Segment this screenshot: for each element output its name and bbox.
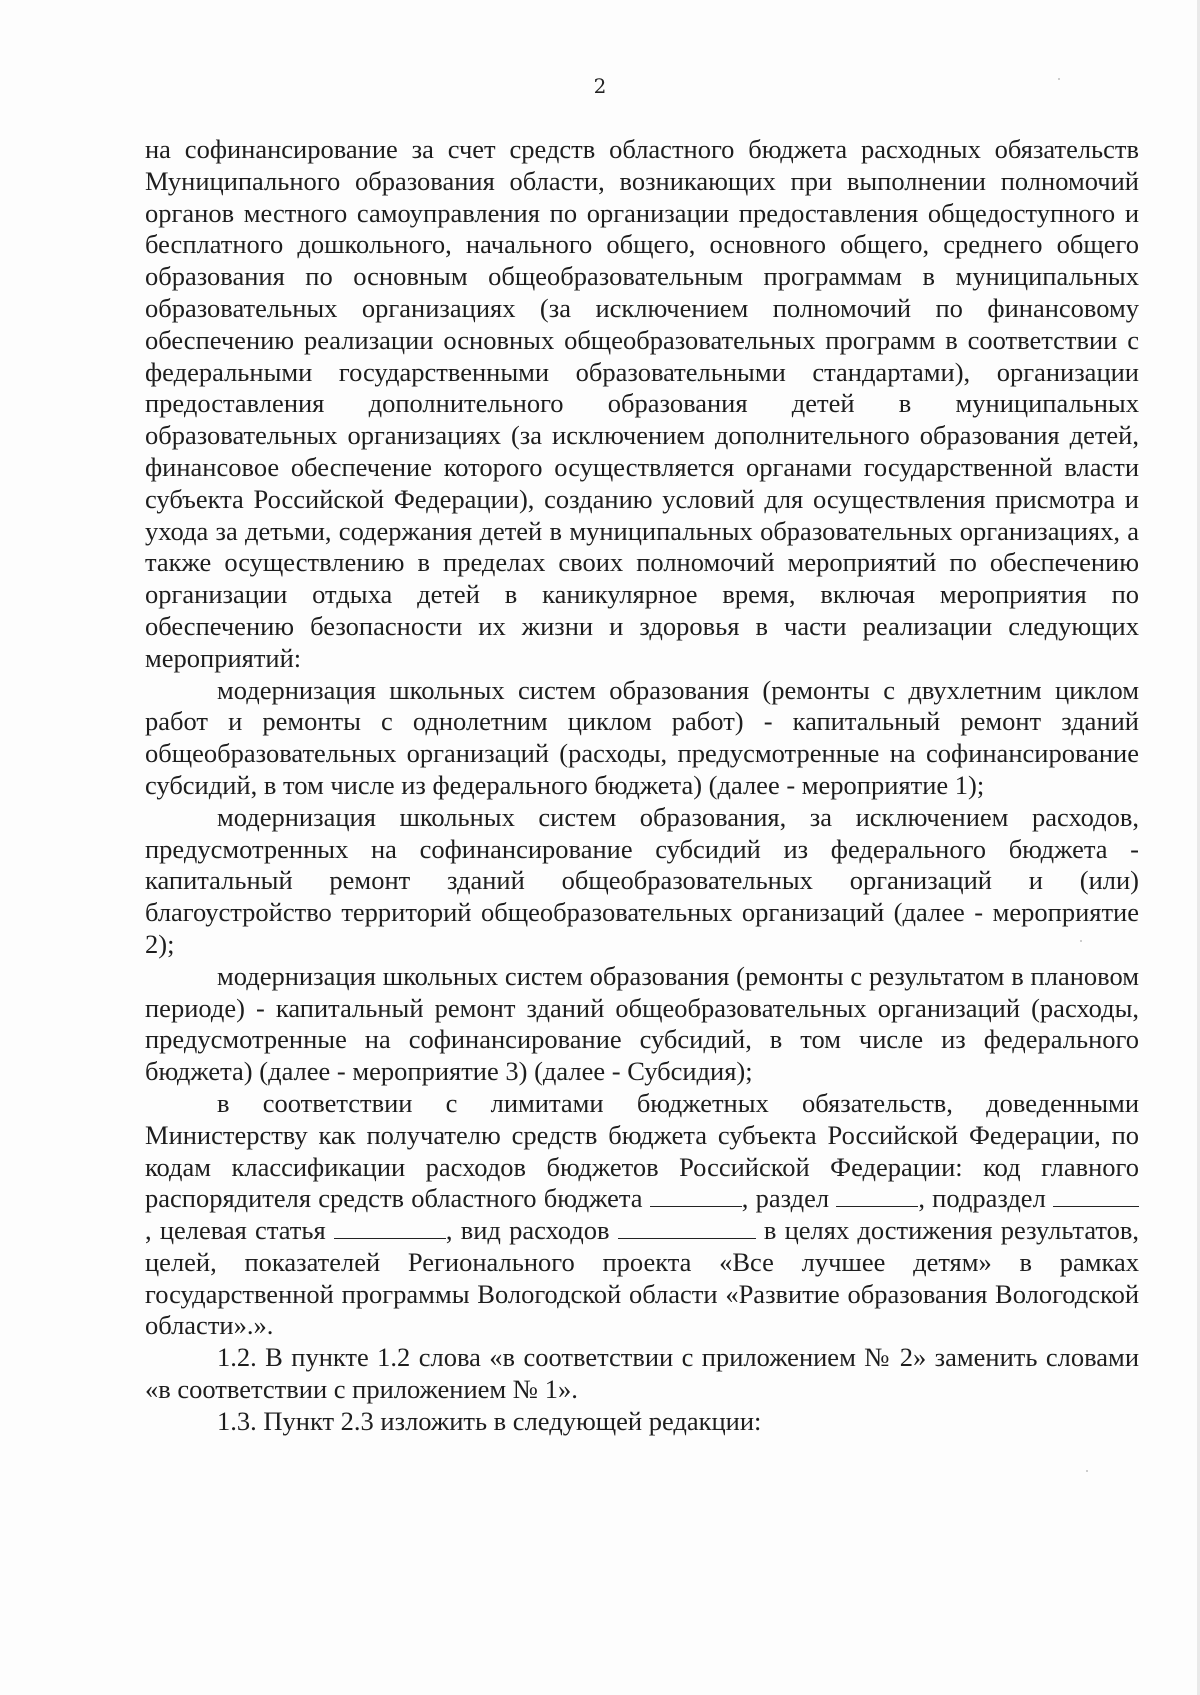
paragraph-measure-3: модернизация школьных систем образования (ремонты с результатом в плановом периоде) - капитальный ремонт зданий общеобразовательных организаций (расходы, предусмотренные на софинансирование субсидий, в том числе из федерального бюджета) (далее - мероприятие 3) (далее - Субсидия);	[145, 960, 1139, 1087]
budget-text-c: , подраздел	[918, 1183, 1046, 1214]
blank-field-subsection	[1053, 1184, 1139, 1207]
budget-text-a: в соответствии с лимитами бюджетных обязательств, доведенными Министерству как получателю средств бюджета субъекта Российской Федерации, по кодам классификации расходов бюджетов Российской Федерации: код главного распорядителя средств областного бюджета	[145, 1087, 1139, 1214]
page-number: 2	[593, 74, 607, 98]
budget-text-f: в целях достижения результатов, целей, показателей Регионального проекта «Все лучшее детям» в рамках государственной программы Вологодской области «Развитие образования Вологодской области».».	[145, 1215, 1140, 1341]
blank-field-section	[836, 1184, 918, 1207]
blank-field-expense-type	[618, 1216, 756, 1239]
scan-speck	[1080, 940, 1082, 942]
paragraph-budget-codes	[145, 1088, 1139, 1342]
paragraph-measure-2: модернизация школьных систем образования, за исключением расходов, предусмотренных на софинансирование субсидий из федерального бюджета - капитальный ремонт зданий общеобразовательных организаций и (или) благоустройство территорий общеобразовательных организаций (далее - мероприятие 2);	[145, 801, 1139, 959]
scan-speck	[1058, 78, 1060, 80]
budget-text-d: , целевая статья	[145, 1215, 326, 1246]
budget-text-e: , вид расходов	[445, 1215, 610, 1246]
paragraph-measure-1: модернизация школьных систем образования (ремонты с двухлетним циклом работ и ремонты с однолетним циклом работ) - капитальный ремонт зданий общеобразовательных организаций (расходы, предусмотренные на софинансирование субсидий, в том числе из федерального бюджета) (далее - мероприятие 1);	[145, 674, 1139, 800]
blank-field-gr-code	[650, 1184, 742, 1207]
paragraph-intro: на софинансирование за счет средств областного бюджета расходных обязательств Муниципального образования области, возникающих при выполнении полномочий органов местного самоуправления по организации предоставления общедоступного и бесплатного дошкольного, начального общего, основного общего, среднего общего образования по основным общеобразовательным программам в муниципальных образовательных организациях (за исключением полномочий по финансовому обеспечению реализации основных общеобразовательных программ в соответствии с федеральными государственными образовательными стандартами), организации предоставления дополнительного образования детей в муниципальных образовательных организациях (за исключением дополнительного образования детей, финансовое обеспечение которого осуществляется органами государственной власти субъекта Российской Федерации), созданию условий для осуществления присмотра и ухода за детьми, содержания детей в муниципальных образовательных организациях, а также осуществлению в пределах своих полномочий мероприятий по обеспечению организации отдыха детей в каникулярное время, включая мероприятия по обеспечению безопасности их жизни и здоровья в части реализации следующих мероприятий:	[145, 134, 1139, 673]
budget-text-b: , раздел	[741, 1183, 830, 1214]
paragraph-item-1-3: 1.3. Пункт 2.3 изложить в следующей редакции:	[217, 1405, 762, 1436]
paragraph-item-1-2: 1.2. В пункте 1.2 слова «в соответствии с приложением № 2» заменить словами «в соответствии с приложением № 1».	[145, 1342, 1139, 1405]
document-body	[145, 134, 1139, 1438]
blank-field-target-article	[334, 1216, 446, 1239]
scan-speck	[1086, 1470, 1088, 1472]
